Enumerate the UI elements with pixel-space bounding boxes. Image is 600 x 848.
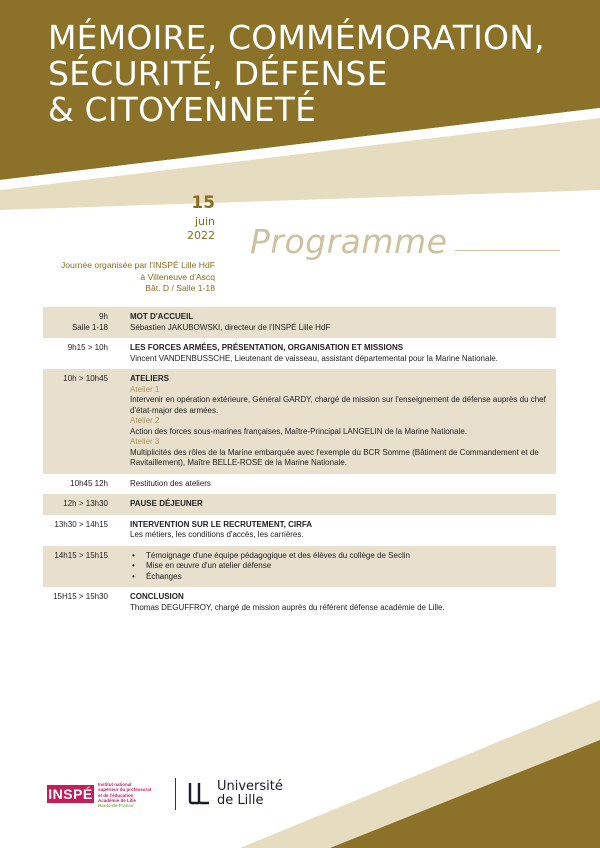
row-time: [43, 312, 108, 333]
row-content: [130, 551, 550, 583]
date-year: 2022: [187, 229, 215, 242]
list-item: • Témoignage d'une équipe pédagogique et des élèves du collège de Seclin: [130, 551, 550, 562]
row-time: 14h15 > 15h15: [54, 550, 108, 560]
event-date: [187, 193, 215, 243]
date-month: juin: [194, 215, 215, 228]
row-title: CONCLUSION: [130, 592, 184, 601]
programme-underline: [455, 250, 560, 251]
schedule: [43, 307, 556, 618]
row-title: ATELIERS: [130, 374, 169, 383]
schedule-row-ateliers: [43, 369, 556, 474]
row-time: 13h30 > 14h15: [54, 519, 108, 529]
title-line-1: MÉMOIRE, COMMÉMORATION,: [48, 18, 545, 57]
org-line-1: Journée organisée par l'INSPÉ Lille HdF: [60, 260, 215, 270]
inspe-text-line: Institut national: [98, 782, 132, 787]
row-title: PAUSE DÉJEUNER: [130, 499, 203, 508]
atelier-3-desc: Multiplicités des rôles de la Marine embarquée avec l'exemple du BCR Somme (Bâtiment de Commandement et de Ravitaillement), Maître BELLE-ROSE de la Marine Nationale.: [130, 447, 539, 467]
time-text: 9h: [99, 312, 108, 321]
schedule-row-temoignage: [43, 546, 556, 588]
row-time: 15H15 > 15h30: [53, 592, 108, 601]
row-title: INTERVENTION SUR LE RECRUTEMENT, CIRFA: [130, 519, 313, 529]
programme-heading: Programme: [250, 222, 448, 261]
schedule-row-restitution: [43, 474, 556, 495]
row-time: 12h > 13h30: [63, 499, 108, 508]
inspe-text-line: Hauts-de-France: [98, 803, 134, 809]
list-item: • Échanges: [130, 572, 550, 583]
schedule-row-accueil: [43, 307, 556, 338]
universite-lille-logo-text: [217, 780, 283, 808]
row-time: 10h45 12h: [70, 478, 108, 488]
date-day: 15: [191, 193, 215, 213]
schedule-row-forces: [43, 338, 556, 369]
inspe-text-line: supérieur du professorat: [98, 787, 152, 793]
row-content: [130, 374, 550, 469]
row-title: MOT D'ACCUEIL: [130, 312, 194, 321]
organisation-info: [61, 260, 215, 295]
title-line-2: SÉCURITÉ, DÉFENSE: [48, 54, 388, 93]
bullet-list: [130, 551, 550, 583]
row-desc: Restitution des ateliers: [130, 478, 211, 488]
logo-separator: [175, 778, 176, 810]
atelier-1-desc: Intervenir en opération extérieure, Général GARDY, chargé de mission sur l'enseignement de défense auprès du chef d'état-major des armées.: [130, 395, 546, 415]
row-content: [130, 520, 550, 541]
row-content: [130, 479, 550, 490]
atelier-2-label: Atelier 2: [130, 416, 160, 425]
inspe-text-line: et de l'éducation: [98, 792, 134, 798]
title-line-3: & CITOYENNETÉ: [48, 90, 317, 129]
row-title: LES FORCES ARMÉES, PRÉSENTATION, ORGANISATION ET MISSIONS: [130, 343, 404, 352]
atelier-3-label: Atelier 3: [130, 437, 160, 446]
schedule-row-pause: [43, 494, 556, 515]
footer-logos: [47, 772, 307, 812]
room-text: Salle 1-18: [71, 322, 108, 332]
org-line-3: Bât. D / Salle 1-18: [145, 283, 215, 293]
org-line-2: à Villeneuve d'Ascq: [140, 271, 215, 282]
list-item: • Mise en œuvre d'un atelier défense: [130, 561, 550, 572]
schedule-row-conclusion: [43, 587, 556, 618]
row-time: 9h15 > 10h: [67, 343, 108, 352]
atelier-2-desc: Action des forces sous-marines françaises, Maître-Principal LANGELIN de la Marine Nationale.: [130, 426, 468, 436]
inspe-text-line: Académie de Lille: [98, 797, 137, 803]
row-desc: Les métiers, les conditions d'accès, les carrières.: [130, 530, 304, 539]
row-desc: Vincent VANDENBUSSCHE, Lieutenant de vaisseau, assistant départemental pour la Marine Nationale.: [130, 353, 498, 363]
inspe-logo-text: [98, 782, 168, 808]
row-desc: Thomas DEGUFFROY, chargé de mission auprès du référent défense académie de Lille.: [130, 602, 445, 612]
univ-text-line: de Lille: [217, 793, 264, 808]
schedule-row-recrutement: [43, 515, 556, 546]
atelier-1-label: Atelier 1: [130, 384, 160, 394]
univ-text-line: Université: [217, 779, 283, 794]
universite-lille-icon: [187, 781, 213, 805]
row-content: [130, 343, 550, 364]
row-desc: Sébastien JAKUBOWSKI, directeur de l'INSPÉ Lille HdF: [130, 322, 331, 332]
row-content: [130, 312, 550, 333]
inspe-logo: INSPÉ: [48, 786, 93, 802]
poster-title: [48, 20, 588, 128]
row-content: [130, 592, 550, 613]
row-time: 10h > 10h45: [63, 374, 108, 383]
row-content: [130, 499, 550, 510]
